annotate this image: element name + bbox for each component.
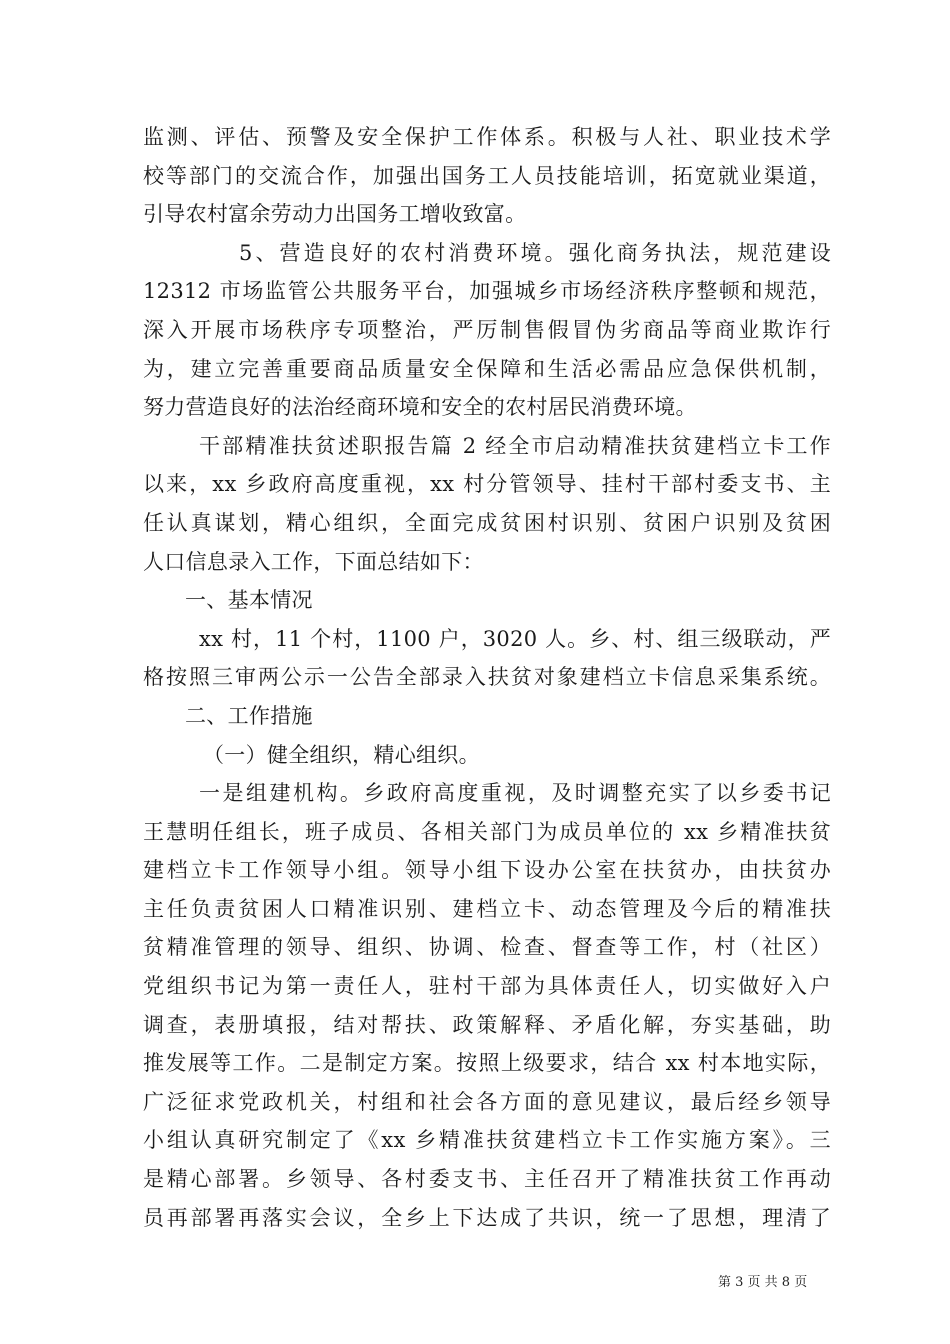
text-line: 任认真谋划，精心组织，全面完成贫困村识别、贫困户识别及贫困 [143,510,831,535]
text-line: 党组织书记为第一责任人，驻村干部为具体责任人，切实做好入户 [143,974,831,999]
section-heading: 二、工作措施 [185,703,313,728]
text-line: 王慧明任组长，班子成员、各相关部门为成员单位的 xx 乡精准扶贫 [143,819,831,844]
text-line: 深入开展市场秩序专项整治，严厉制售假冒伪劣商品等商业欺诈行 [143,317,831,342]
section-heading: 一、基本情况 [185,588,313,613]
text-line: 格按照三审两公示一公告全部录入扶贫对象建档立卡信息采集系统。 [143,665,831,690]
subsection-heading: （一）健全组织，精心组织。 [203,742,480,767]
text-line: 努力营造良好的法治经商环境和安全的农村居民消费环境。 [143,395,697,420]
paragraph-start-line: 干部精准扶贫述职报告篇 2 经全市启动精准扶贫建档立卡工作 [199,433,831,458]
paragraph-start-line: 一是组建机构。乡政府高度重视，及时调整充实了以乡委书记 [199,781,831,806]
text-line: 调查，表册填报，结对帮扶、政策解释、矛盾化解，夯实基础，助 [143,1012,831,1037]
page-number-footer: 第 3 页 共 8 页 [718,1275,808,1290]
text-line: 引导农村富余劳动力出国务工增收致富。 [143,202,527,227]
text-line: 以来，xx 乡政府高度重视，xx 村分管领导、挂村干部村委支书、主 [143,472,831,497]
text-line: 是精心部署。乡领导、各村委支书、主任召开了精准扶贫工作再动 [143,1167,831,1192]
text-line: 为，建立完善重要商品质量安全保障和生活必需品应急保供机制， [143,356,831,381]
text-line: 监测、评估、预警及安全保护工作体系。积极与人社、职业技术学 [143,125,831,149]
text-line: 推发展等工作。二是制定方案。按照上级要求，结合 xx 村本地实际， [143,1051,831,1076]
text-line: 广泛征求党政机关，村组和社会各方面的意见建议，最后经乡领导 [143,1089,831,1114]
text-line: 建档立卡工作领导小组。领导小组下设办公室在扶贫办，由扶贫办 [143,858,831,883]
text-line: 主任负责贫困人口精准识别、建档立卡、动态管理及今后的精准扶 [143,896,831,921]
text-line: 小组认真研究制定了《xx 乡精准扶贫建档立卡工作实施方案》。三 [143,1128,831,1153]
text-line: 12312 市场监管公共服务平台，加强城乡市场经济秩序整顿和规范， [143,279,831,304]
paragraph-start-line: 5、营造良好的农村消费环境。强化商务执法，规范建设 [239,240,831,265]
document-body [143,118,831,1237]
text-line: 员再部署再落实会议，全乡上下达成了共识，统一了思想，理清了 [143,1205,831,1230]
text-line: 校等部门的交流合作，加强出国务工人员技能培训，拓宽就业渠道， [143,163,831,188]
text-line: 人口信息录入工作，下面总结如下： [143,549,484,574]
text-line: 贫精准管理的领导、组织、协调、检查、督查等工作，村（社区） [143,935,831,960]
paragraph-start-line: xx 村，11 个村，1100 户，3020 人。乡、村、组三级联动，严 [199,626,831,651]
